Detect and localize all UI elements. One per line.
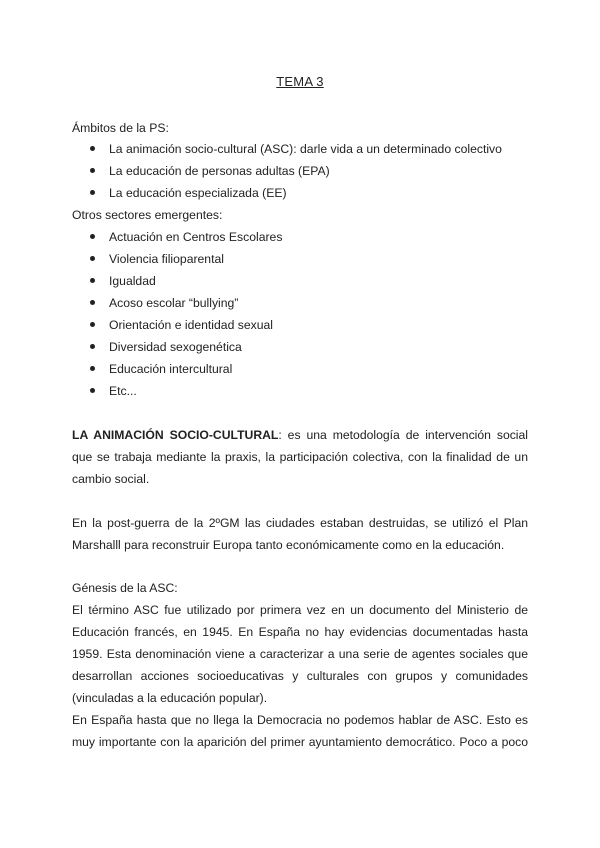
paragraph-line: El término ASC fue utilizado por primera vez en un documento del Ministerio de	[72, 603, 528, 617]
paragraph-line: Marshalll para reconstruir Europa tanto económicamente como en la educación.	[72, 538, 505, 552]
list-item: Violencia filioparental	[90, 251, 224, 267]
list-item: La educación especializada (EE)	[90, 185, 287, 201]
paragraph-line: Educación francés, en 1945. En España no hay evidencias documentadas hasta	[72, 625, 528, 639]
list-item: Educación intercultural	[90, 361, 232, 377]
bullet-icon	[90, 344, 95, 349]
paragraph-line: 1959. Esta denominación viene a caracterizar a una serie de agentes sociales que	[72, 647, 528, 661]
paragraph-line: cambio social.	[72, 472, 150, 486]
asc-term: LA ANIMACIÓN SOCIO-CULTURAL	[72, 428, 279, 442]
list-item: Orientación e identidad sexual	[90, 317, 273, 333]
page-title: TEMA 3	[276, 74, 324, 89]
list-item: Igualdad	[90, 273, 156, 289]
bullet-icon	[90, 366, 95, 371]
bullet-icon	[90, 256, 95, 261]
paragraph-line: (vinculadas a la educación popular).	[72, 691, 268, 705]
bullet-icon	[90, 190, 95, 195]
list-item: Acoso escolar “bullying”	[90, 295, 238, 311]
asc-definition-paragraph	[72, 424, 528, 490]
list-item: Diversidad sexogenética	[90, 339, 242, 355]
paragraph-line: En España hasta que no llega la Democracia no podemos hablar de ASC. Esto es	[72, 713, 528, 727]
list-item: La animación socio-cultural (ASC): darle vida a un determinado colectivo	[90, 141, 502, 157]
genesis-paragraph	[72, 599, 528, 753]
paragraph-line: desarrollan acciones socioeducativas y culturales con grupos y comunidades	[72, 669, 528, 683]
list-item: Actuación en Centros Escolares	[90, 229, 282, 245]
bullet-icon	[90, 300, 95, 305]
paragraph-line: que se trabaja mediante la praxis, la participación colectiva, con la finalidad de un	[72, 450, 528, 464]
bullet-icon	[90, 234, 95, 239]
bullet-icon	[90, 322, 95, 327]
bullet-icon	[90, 146, 95, 151]
genesis-heading: Génesis de la ASC:	[72, 581, 178, 595]
bullet-icon	[90, 168, 95, 173]
bullet-icon	[90, 388, 95, 393]
list-item: Etc...	[90, 383, 137, 399]
paragraph-line: En la post-guerra de la 2ºGM las ciudades estaban destruidas, se utilizó el Plan	[72, 516, 528, 530]
ambitos-heading: Ámbitos de la PS:	[72, 121, 169, 135]
list-item: La educación de personas adultas (EPA)	[90, 163, 330, 179]
otros-heading: Otros sectores emergentes:	[72, 208, 223, 222]
bullet-icon	[90, 278, 95, 283]
paragraph-line: LA ANIMACIÓN SOCIO-CULTURAL: es una metodología de intervención social	[72, 428, 529, 442]
postguerra-paragraph	[72, 512, 528, 556]
paragraph-line: muy importante con la aparición del primer ayuntamiento democrático. Poco a poco	[72, 735, 528, 749]
